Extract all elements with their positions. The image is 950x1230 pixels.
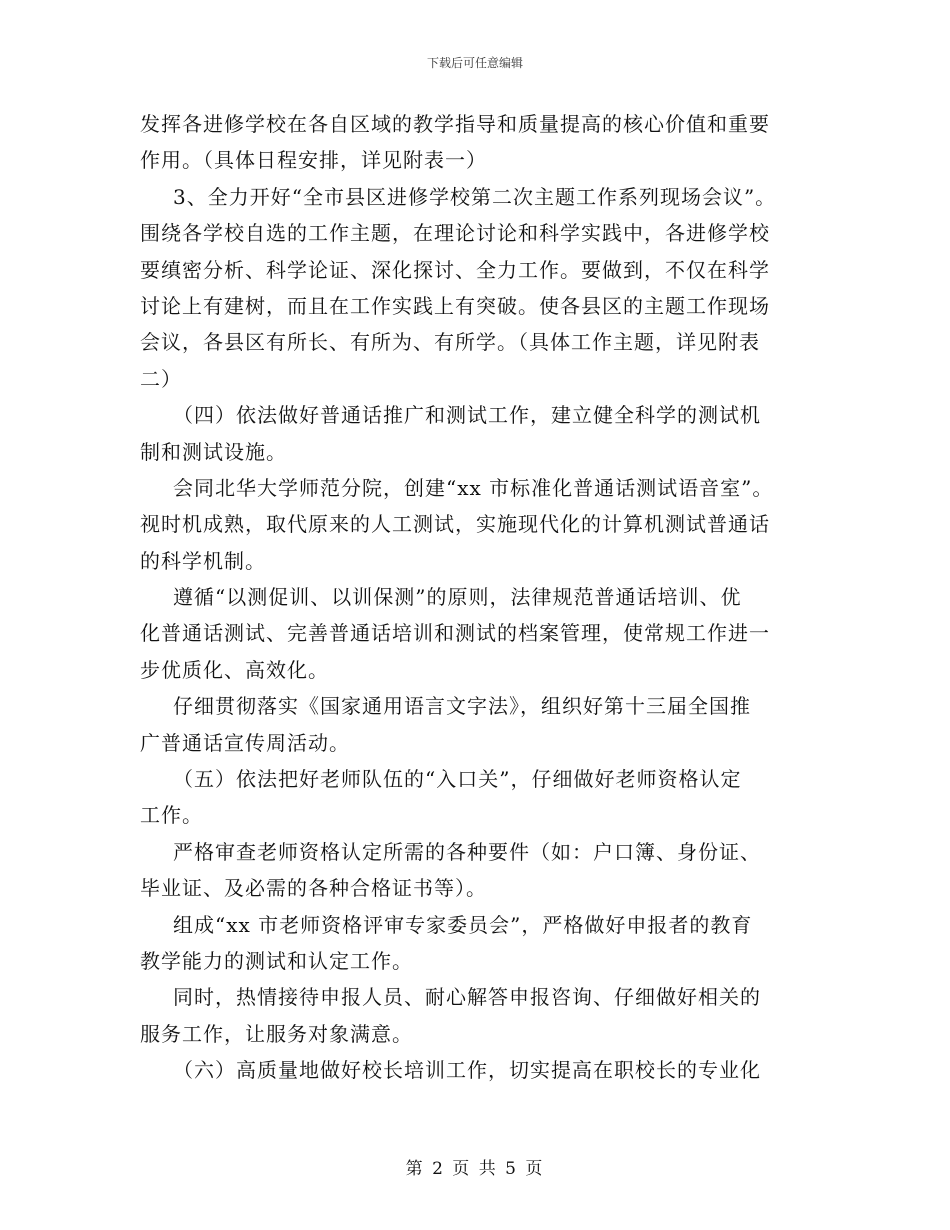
text-line: 围绕各学校自选的工作主题，在理论讨论和科学实践中，各进修学校 bbox=[140, 221, 770, 246]
text-line: 会议，各县区有所长、有所为、有所学。（具体工作主题，详见附表 bbox=[140, 330, 760, 355]
text-line: 的科学机制。 bbox=[140, 548, 266, 573]
text-line: 遵循“以测促训、以训保测”的原则，法律规范普通话培训、优 bbox=[173, 585, 742, 610]
text-line: 制和测试设施。 bbox=[140, 439, 287, 464]
text-line: 仔细贯彻落实《国家通用语言文字法》，组织好第十三届全国推 bbox=[173, 694, 751, 719]
document-body bbox=[140, 106, 840, 1089]
text-line: 服务工作，让服务对象满意。 bbox=[140, 1021, 413, 1046]
text-line: 工作。 bbox=[140, 803, 203, 828]
text-line: 同时，热情接待申报人员、耐心解答申报咨询、仔细做好相关的 bbox=[173, 985, 761, 1010]
text-line: 步优质化、高效化。 bbox=[140, 657, 329, 682]
text-line: 严格审查老师资格认定所需的各种要件（如：户口簿、身份证、 bbox=[173, 839, 761, 864]
text-line: 3、全力开好“全市县区进修学校第二次主题工作系列现场会议”。 bbox=[173, 184, 777, 209]
text-line: （六）高质量地做好校长培训工作，切实提高在职校长的专业化 bbox=[173, 1058, 761, 1083]
text-line: 会同北华大学师范分院，创建“xx 市标准化普通话测试语音室”。 bbox=[173, 475, 774, 500]
text-line: 教学能力的测试和认定工作。 bbox=[140, 948, 413, 973]
page-footer: 第 2 页 共 5 页 bbox=[405, 1159, 545, 1179]
text-line: 广普通话宣传周活动。 bbox=[140, 730, 350, 755]
text-line: 二） bbox=[140, 366, 182, 391]
text-line: 发挥各进修学校在各自区域的教学指导和质量提高的核心价值和重要 bbox=[140, 112, 770, 136]
text-line: 要缜密分析、科学论证、深化探讨、全力工作。要做到，不仅在科学 bbox=[140, 257, 770, 282]
text-line: 毕业证、及必需的各种合格证书等）。 bbox=[140, 876, 487, 901]
page-header: 下载后可任意编辑 bbox=[426, 56, 523, 70]
text-line: 视时机成熟，取代原来的人工测试，实施现代化的计算机测试普通话 bbox=[140, 512, 770, 537]
text-line: 讨论上有建树，而且在工作实践上有突破。使各县区的主题工作现场 bbox=[140, 293, 770, 318]
text-line: （四）依法做好普通话推广和测试工作，建立健全科学的测试机 bbox=[173, 403, 761, 428]
text-line: 化普通话测试、完善普通话培训和测试的档案管理，使常规工作进一 bbox=[140, 621, 770, 646]
text-line: 组成“xx 市老师资格评审专家委员会”，严格做好申报者的教育 bbox=[173, 912, 753, 937]
text-line: 作用。（具体日程安排，详见附表一） bbox=[140, 148, 487, 173]
text-line: （五）依法把好老师队伍的“入口关”，仔细做好老师资格认定 bbox=[173, 767, 742, 792]
